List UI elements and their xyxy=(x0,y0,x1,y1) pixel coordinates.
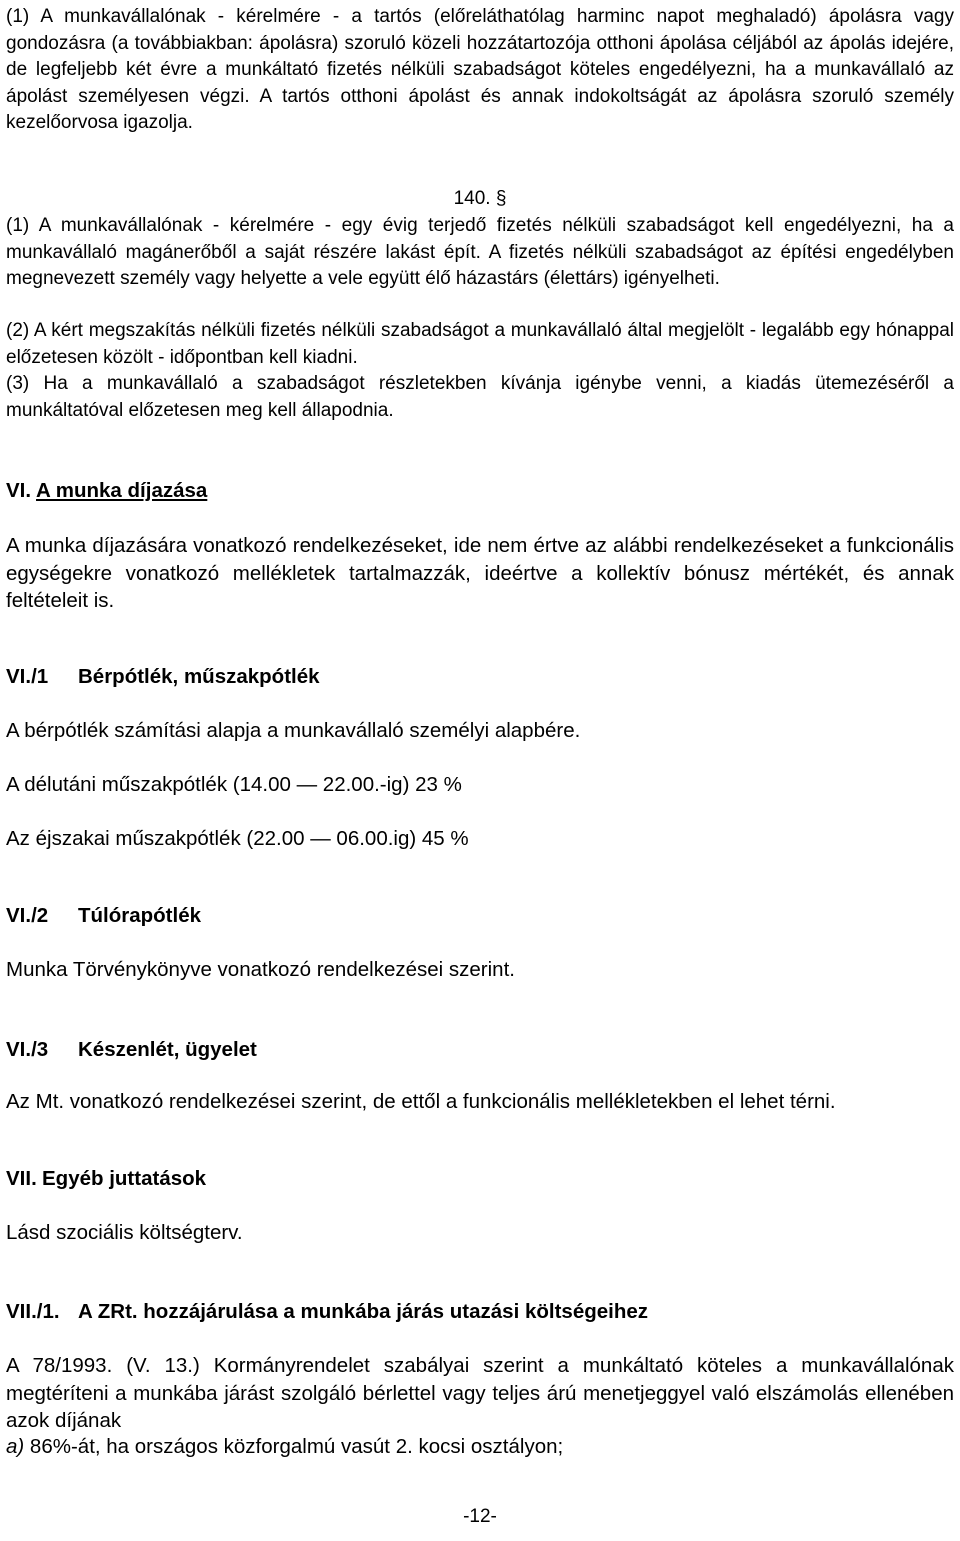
base-wage-line: A bérpótlék számítási alapja a munkavállaló személyi alapbére. xyxy=(6,719,581,742)
chapter-number: VI. xyxy=(6,479,32,502)
night-shift-line: Az éjszakai műszakpótlék (22.00 — 06.00.ig) 45 % xyxy=(6,827,469,850)
commuting-paragraph: A 78/1993. (V. 13.) Kormányrendelet szabályai szerint a munkáltató köteles a munkavállalónak megtéríteni a munkába járást szolgáló bérlettel vagy teljes árú menetjeggyel való elszámolás ellenében azok díjának xyxy=(6,1354,954,1432)
afternoon-shift-line: A délutáni műszakpótlék (14.00 — 22.00.-ig) 23 % xyxy=(6,773,462,796)
chapter-title: Egyéb juttatások xyxy=(42,1167,207,1190)
section-140-paragraph-3: (3) Ha a munkavállaló a szabadságot részletekben kívánja igénybe venni, a kiadás ütemezéséről a munkáltatóval előzetesen meg kell állapodnia. xyxy=(6,373,954,421)
section-140-paragraph-1: (1) A munkavállalónak - kérelmére - egy évig terjedő fizetés nélküli szabadságot kell engedélyezni, ha a munkavállaló magánerőből a saját részére lakást épít. A fizetés nélküli szabadságot az építési engedélyben megnevezett személy vagy helyette a vele együtt élő házastárs (élettárs) igényelheti. xyxy=(6,215,954,290)
subsection-number: VI./1 xyxy=(6,665,49,688)
chapter-title: A munka díjazása xyxy=(36,479,208,502)
overtime-line: Munka Törvénykönyve vonatkozó rendelkezései szerint. xyxy=(6,958,515,981)
other-benefits-line: Lásd szociális költségterv. xyxy=(6,1221,243,1244)
chapter-vii-heading xyxy=(6,1165,954,1193)
chapter-vi-intro: A munka díjazására vonatkozó rendelkezéseket, ide nem értve az alábbi rendelkezéseket a funkcionális egységekre vonatkozó mellékletek tartalmazzák, ideértve a kollektív bónusz mértékét, és annak feltételeit is. xyxy=(6,534,954,612)
subsection-vi-3-heading xyxy=(6,1036,954,1064)
subsection-title: Bérpótlék, műszakpótlék xyxy=(78,665,320,688)
item-text: 86%-át, ha országos közforgalmú vasút 2. kocsi osztályon; xyxy=(24,1435,564,1458)
subsection-title: Túlórapótlék xyxy=(78,904,202,927)
subsection-vi-2-heading xyxy=(6,902,954,930)
commuting-item-a xyxy=(6,1433,954,1461)
section-140-heading xyxy=(0,186,960,213)
subsection-number: VII./1. xyxy=(6,1300,60,1323)
section-140-paragraph-2: (2) A kért megszakítás nélküli fizetés nélküli szabadságot a munkavállaló által megjelölt - legalább egy hónappal előzetesen közölt - időpontban kell kiadni. xyxy=(6,320,954,368)
subsection-vii-1-heading xyxy=(6,1298,954,1326)
paragraph-nursing-leave: (1) A munkavállalónak - kérelmére - a tartós (előreláthatólag harminc napot meghaladó) ápolásra vagy gondozásra (a továbbiakban: ápolásra) szoruló közeli hozzátartozója otthoni ápolása céljából az ápolás idejére, de legfeljebb két évre a munkáltató fizetés nélküli szabadságot köteles engedélyezni, ha a munkavállaló az ápolást személyesen végzi. A tartós otthoni ápolást és annak indokoltságát az ápolásra szoruló személy kezelőorvosa igazolja. xyxy=(6,6,954,134)
chapter-vi-heading xyxy=(6,477,954,505)
subsection-number: VI./3 xyxy=(6,1038,49,1061)
standby-line: Az Mt. vonatkozó rendelkezései szerint, de ettől a funkcionális mellékletekben el lehet térni. xyxy=(6,1090,836,1113)
subsection-number: VI./2 xyxy=(6,904,49,927)
section-number: 140. xyxy=(453,188,491,209)
subsection-title: A ZRt. hozzájárulása a munkába járás utazási költségeihez xyxy=(78,1300,649,1323)
section-symbol: § xyxy=(495,188,507,209)
subsection-title: Készenlét, ügyelet xyxy=(78,1038,257,1061)
subsection-vi-1-heading xyxy=(6,663,954,691)
chapter-number: VII. xyxy=(6,1167,37,1190)
page-number: -12- xyxy=(463,1506,497,1527)
item-label: a) xyxy=(6,1435,25,1458)
